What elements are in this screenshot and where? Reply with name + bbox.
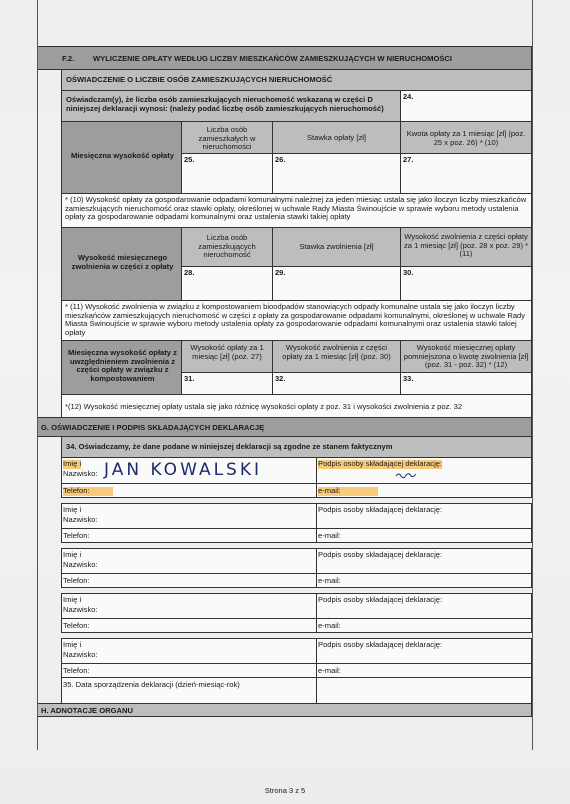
field-25-box[interactable]	[181, 153, 273, 194]
signer-1-signature-field[interactable]	[316, 457, 532, 484]
field-32-number: 32.	[275, 374, 286, 383]
field-27-box[interactable]	[400, 153, 532, 194]
field-35-label: 35. Data sporządzenia deklaracji (dzień-miesiąc-rok)	[63, 680, 240, 689]
signer-2-email-field[interactable]	[316, 528, 532, 543]
phone-label: Telefon:	[63, 487, 113, 496]
row3-h2-text: Wysokość zwolnienia z części opłaty za 1 miesiąc [zł] (poz. 30)	[282, 343, 391, 361]
name-label-line2: Nazwisko:	[63, 605, 98, 614]
signature-label: Podpis osoby składającej deklarację:	[318, 459, 443, 468]
residents-declaration	[61, 90, 401, 122]
section-code: F.2.	[62, 54, 75, 63]
subheader-text: OŚWIADCZENIE O LICZBIE OSÓB ZAMIESZKUJĄCYCH NIERUCHOMOŚĆ	[66, 75, 333, 84]
signer-4-signature-field[interactable]	[316, 593, 532, 619]
note-12	[61, 394, 532, 418]
name-label-line2: Nazwisko:	[63, 515, 98, 524]
field-31-number: 31.	[184, 374, 195, 383]
section-f2-header	[37, 46, 532, 70]
field-29-box[interactable]	[272, 266, 401, 301]
row1-header-1	[181, 121, 273, 154]
exemption-label	[61, 227, 182, 301]
field-27-number: 27.	[403, 155, 414, 164]
email-label: e-mail:	[318, 487, 378, 496]
phone-label: Telefon:	[63, 621, 90, 630]
residents-subheader	[61, 69, 532, 91]
signature-label: Podpis osoby składającej deklarację:	[318, 595, 443, 604]
field-30-box[interactable]	[400, 266, 532, 301]
field-26-number: 26.	[275, 155, 286, 164]
row2-h1-text: Liczba osób zamieszkujących nieruchomość	[198, 233, 256, 260]
row3-h1-text: Wysokość opłaty za 1 miesiąc [zł] (poz. 27)	[190, 343, 264, 361]
row2-label-text: Wysokość miesięcznego zwolnienia w części z opłaty	[71, 253, 174, 271]
note-12-text: *(12) Wysokość miesięcznej opłaty ustala się jako różnicę wysokości opłaty z poz. 31 i wysokości zwolnienia z poz. 32	[65, 402, 463, 411]
row2-header-2	[272, 227, 401, 267]
row3-header-1	[181, 340, 273, 373]
field-24-box[interactable]	[400, 90, 532, 122]
name-label-line2: Nazwisko:	[63, 650, 98, 659]
handwritten-name: JAN KOWALSKI	[104, 460, 262, 480]
field-30-number: 30.	[403, 268, 414, 277]
field-35-date[interactable]	[61, 677, 317, 704]
signer-1-name-field[interactable]	[61, 457, 317, 484]
signature-scribble	[395, 470, 417, 480]
email-label: e-mail:	[318, 666, 341, 675]
note-11	[61, 300, 532, 341]
signer-4-phone-field[interactable]	[61, 618, 317, 633]
right-margin-line	[532, 0, 533, 750]
name-label-line1: Imię i	[63, 550, 82, 559]
signature-label: Podpis osoby składającej deklarację:	[318, 505, 443, 514]
email-label: e-mail:	[318, 621, 341, 630]
phone-label: Telefon:	[63, 576, 90, 585]
field-25-number: 25.	[184, 155, 195, 164]
name-label-line1: Imię i	[63, 505, 82, 514]
email-label: e-mail:	[318, 531, 341, 540]
row1-header-2	[272, 121, 401, 154]
signer-5-signature-field[interactable]	[316, 638, 532, 664]
section-h-header	[37, 703, 532, 717]
note-10-text: * (10) Wysokość opłaty za gospodarowanie odpadami komunalnymi należnej za jeden miesiąc ustala się jako iloczyn liczby mieszkańców zamieszkujących nieruchomość oraz stawki opłaty, określonej w uchwale Rady Miasta Świnoujście w sprawie wyboru metody ustalenia opłaty za gospodarowanie odpadami komunalnymi oraz ustalenia stawki takiej opłaty	[65, 195, 527, 222]
field-28-box[interactable]	[181, 266, 273, 301]
field-35-empty	[316, 677, 532, 704]
name-label-line2: Nazwisko:	[63, 560, 98, 569]
row3-header-2	[272, 340, 401, 373]
signature-label: Podpis osoby składającej deklarację:	[318, 640, 443, 649]
signer-3-name-field[interactable]	[61, 548, 317, 574]
signer-2-phone-field[interactable]	[61, 528, 317, 543]
row3-h3-text: Wysokość miesięcznej opłaty pomniejszona o kwotę zwolnienia [zł] (poz. 31 - poz. 32) * (12)	[403, 343, 529, 370]
signer-5-name-field[interactable]	[61, 638, 317, 664]
field-26-box[interactable]	[272, 153, 401, 194]
field-31-box[interactable]	[181, 372, 273, 395]
row3-header-3	[400, 340, 532, 373]
section-g-title: G. OŚWIADCZENIE I PODPIS SKŁADAJĄCYCH DEKLARACJĘ	[41, 423, 265, 432]
section-title: WYLICZENIE OPŁATY WEDŁUG LICZBY MIESZKAŃCÓW ZAMIESZKUJĄCYCH W NIERUCHOMOŚCI	[93, 54, 453, 63]
signer-3-signature-field[interactable]	[316, 548, 532, 574]
signer-2-name-field[interactable]	[61, 503, 317, 529]
signature-label: Podpis osoby składającej deklarację:	[318, 550, 443, 559]
signer-4-name-field[interactable]	[61, 593, 317, 619]
monthly-fee-label	[61, 121, 182, 194]
signer-2-signature-field[interactable]	[316, 503, 532, 529]
field-24-number: 24.	[403, 92, 414, 101]
declaration-text: Oświadczam(y), że liczba osób zamieszkujących nieruchomość wskazaną w części D niniejszej deklaracji wynosi: (należy podać liczbę osób zamieszkujących nieruchomość)	[66, 95, 384, 113]
signer-3-phone-field[interactable]	[61, 573, 317, 588]
row1-h1-text: Liczba osób zamieszkałych w nieruchomości	[198, 125, 256, 152]
field-33-box[interactable]	[400, 372, 532, 395]
row2-header-1	[181, 227, 273, 267]
field-33-number: 33.	[403, 374, 414, 383]
row2-h3-text: Wysokość zwolnienia z części opłaty za 1 miesiąc [zł] (poz. 28 x poz. 29) *(11)	[403, 232, 529, 259]
signer-1-phone-field[interactable]	[61, 483, 317, 498]
name-label-line1: Imię i	[63, 459, 82, 468]
phone-label: Telefon:	[63, 666, 90, 675]
name-label-line1: Imię i	[63, 595, 82, 604]
signer-5-email-field[interactable]	[316, 663, 532, 678]
name-label-line2: Nazwisko:	[63, 469, 98, 478]
row1-header-3	[400, 121, 532, 154]
page-number: Strona 3 z 5	[264, 786, 306, 795]
signer-4-email-field[interactable]	[316, 618, 532, 633]
statement-34-text: 34. Oświadczamy, że dane podane w niniejszej deklaracji są zgodne ze stanem faktycznym	[66, 442, 393, 451]
row1-h2-text: Stawka opłaty [zł]	[306, 133, 367, 142]
signer-1-email-field[interactable]	[316, 483, 532, 498]
section-h-title: H. ADNOTACJE ORGANU	[41, 706, 133, 715]
phone-label: Telefon:	[63, 531, 90, 540]
signer-3-email-field[interactable]	[316, 573, 532, 588]
section-g-header	[37, 417, 532, 437]
email-label: e-mail:	[318, 576, 341, 585]
field-29-number: 29.	[275, 268, 286, 277]
signer-5-phone-field[interactable]	[61, 663, 317, 678]
row2-h2-text: Stawka zwolnienia [zł]	[299, 242, 374, 251]
name-label-line1: Imię i	[63, 640, 82, 649]
row1-label-text: Miesięczna wysokość opłaty	[71, 151, 174, 160]
row1-h3-text: Kwota opłaty za 1 miesiąc [zł] (poz. 25 x poz. 26) * (10)	[406, 129, 526, 147]
note-10	[61, 193, 532, 228]
row2-header-3	[400, 227, 532, 267]
adjusted-fee-label	[61, 340, 182, 395]
row3-label-text: Miesięczna wysokość opłaty z uwzględnieniem zwolnienia z części opłaty w związku z kompostowaniem	[68, 348, 177, 383]
field-28-number: 28.	[184, 268, 195, 277]
field-32-box[interactable]	[272, 372, 401, 395]
statement-34	[61, 436, 532, 458]
left-margin-line	[37, 0, 38, 750]
note-11-text: * (11) Wysokość zwolnienia w związku z kompostowaniem bioodpadów stanowiących odpady komunalne ustala się jako iloczyn liczby mieszkańców zamieszkujących nieruchomość w części z opłaty za gospodarowanie odpadami komunalnymi, określonej w uchwale Rady Miasta Świnoujście w sprawie wyboru metody ustalenia opłaty za gospodarowanie odpadami komunalnymi oraz ustalenia stawki takiej opłaty	[65, 302, 526, 337]
